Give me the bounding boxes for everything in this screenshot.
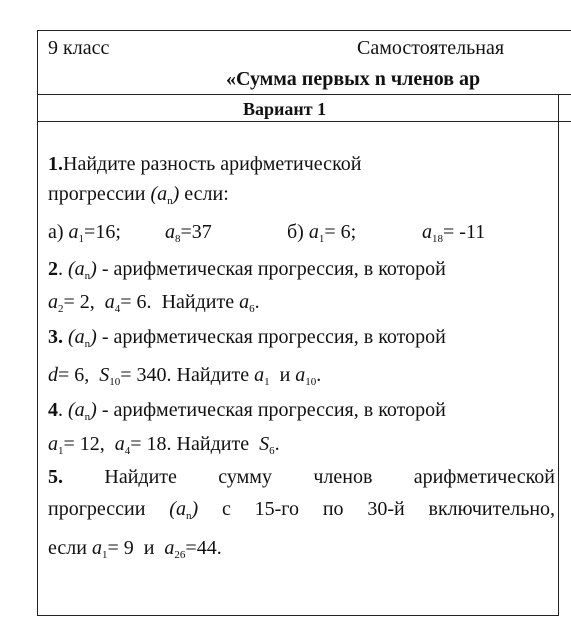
task-2-line-1: 2. $(a_n)$ - арифметическая прогрессия, в которой [48,258,446,282]
task-3-line-1: 3. $(a_n)$ - арифметическая прогрессия, в которой [48,326,446,350]
task-5-line-2: прогрессии $(a_n)$ с 15-го по 30-й включительно, [48,498,556,522]
task-5-progression-word: прогрессии [48,498,146,520]
task-1-part-b: б) $a_1= 6$; [287,221,357,245]
task-4-a1-value: = 12, [63,433,105,455]
table-border-left [37,30,38,616]
task-5-number: 5. [48,466,63,488]
topic-title: «Сумма первых n членов ар [226,68,481,90]
grade-label: 9 класс [48,37,110,59]
task-1-text: Найдите разность арифметической [63,153,362,175]
table-border-top [37,30,571,31]
task-3-number: 3. [48,326,63,348]
task-4-number: 4 [48,399,58,421]
task-5-range-text: с 15-го по 30-й включительно, [221,498,556,520]
header-divider [37,94,571,95]
task-4-description: - арифметическая прогрессия, в которой [101,399,446,421]
task-4-a4-value: = 18. Найдите [130,433,250,455]
task-1-a8: $a_8=37$ [165,221,212,245]
variant-divider [37,121,571,122]
task-4-line-2: $a_1= 12$, $a_4= 18$. Найдите $S_6$. [48,433,280,457]
task-2-line-2: $a_2= 2$, $a_4= 6$. Найдите $a_6$. [48,291,260,315]
task-3-description: - арифметическая прогрессия, в которой [101,326,446,348]
task-3-and: и [279,364,291,386]
task-1-part-a-label: а) [48,221,64,243]
task-1-line-1 [48,152,361,176]
task-1-a18: $a_{18}= -11$ [422,221,486,245]
table-border-bottom [37,615,559,616]
task-1-a1-value: =16; [84,221,121,243]
variant-label: Вариант 1 [243,99,327,119]
table-border-right [558,94,559,616]
task-5-text: Найдите сумму членов арифметической [104,466,556,488]
task-1-if-word: если: [184,183,229,205]
task-1-number: 1. [48,153,63,175]
work-type-title: Самостоятельная [357,37,505,59]
task-1-b1-value: = 6; [324,221,357,243]
task-1-a18-value: = -11 [443,221,486,243]
task-5-a26-value: =44. [185,537,222,559]
task-2-a4-value: = 6. [120,291,152,313]
task-5-a1-value: = 9 [107,537,134,559]
task-1-progression-word: прогрессии [48,183,146,205]
task-5-line-3: если $a_1= 9$ и $a_{26}=44$. [48,537,222,561]
task-1-part-b-label: б) [287,221,304,243]
task-2-find: Найдите [161,291,235,313]
task-1-a8-value: =37 [180,221,212,243]
task-2-number: 2 [48,258,58,280]
task-2-description: - арифметическая прогрессия, в которой [101,258,446,280]
task-1-line-2: прогрессии $(a_n)$ если: [48,183,229,207]
task-2-a2-value: = 2, [63,291,95,313]
task-4-line-1: 4. $(a_n)$ - арифметическая прогрессия, в которой [48,399,446,423]
task-5-line-1 [48,465,555,489]
task-1-line-3: а) $a_1=16$; [48,221,121,245]
task-3-line-2: d= 6, $S_{10}= 340$. Найдите $a_1$ и $a_{10}$. [48,364,322,388]
task-5-if-word: если [48,537,87,559]
task-3-s10-value: = 340. Найдите [120,364,250,386]
task-5-and: и [143,537,155,559]
task-3-d-value: = 6, [58,364,90,386]
